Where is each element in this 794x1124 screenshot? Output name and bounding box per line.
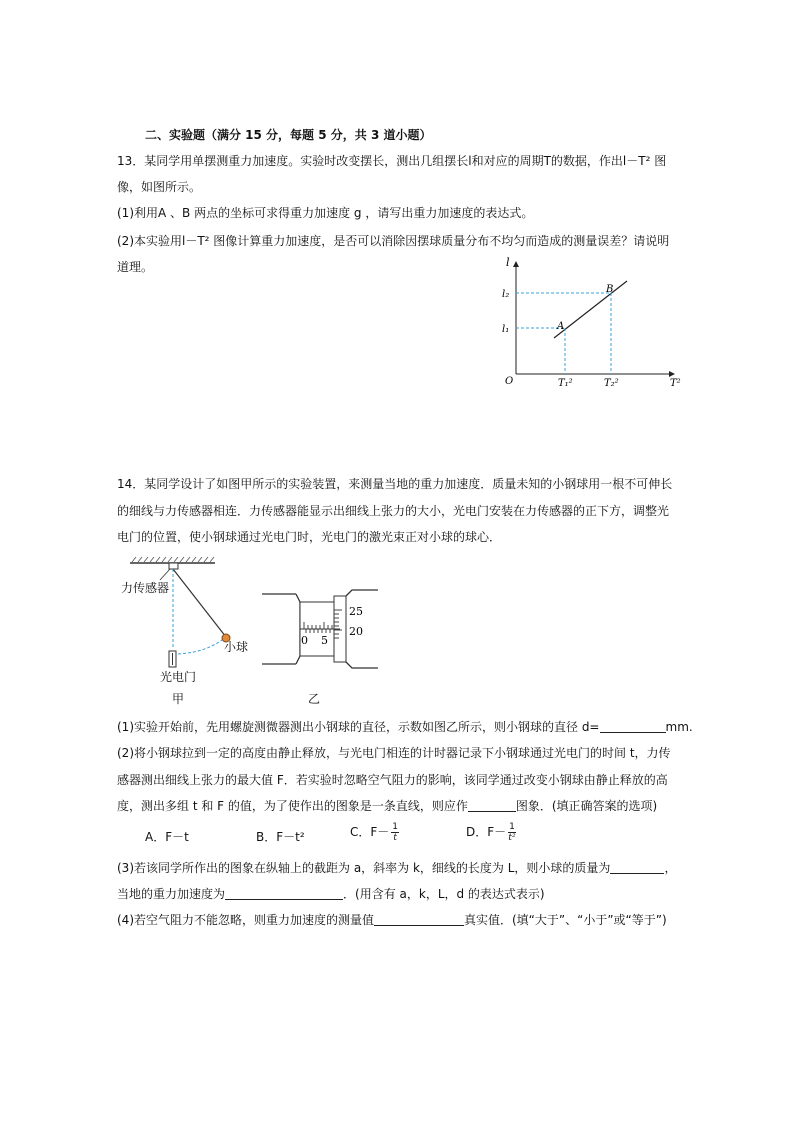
q14-part1-unit: mm. [665,720,693,734]
option-c-text: C．F－ [350,825,390,839]
q14-part1 [117,719,693,735]
scale-25: 25 [349,605,363,618]
force-sensor [169,563,178,569]
q14-part3-text: (3)若该同学所作出的图象在纵轴上的截距为 a，斜率为 k，细线的长度为 L，则小球的质量为 [117,861,611,875]
graph-point-a: A [557,321,565,332]
q14-part2-text: 度，测出多组 t 和 F 的值，为了使作出的图象是一条直线，则应作 [117,799,468,813]
answer-blank-diameter[interactable] [600,720,666,733]
caption-yi: 乙 [308,692,321,706]
graph-x-label: T² [670,378,681,389]
answer-blank-graph-choice[interactable] [468,799,516,812]
graph-l1-label: l₁ [502,324,510,335]
q14-part4-text: (4)若空气阻力不能忽略，则重力加速度的测量值 [117,913,374,927]
ceiling-hatch [132,557,214,562]
label-photogate: 光电门 [160,670,197,684]
scale-20: 20 [349,625,363,638]
scale-0: 0 [301,634,308,647]
q13-graph [496,254,686,390]
option-d[interactable] [466,822,516,843]
q13-part2-line2: 道理。 [117,260,154,274]
option-c-fraction: $\frac{1}{t}$ [392,822,399,843]
option-d-fraction: $\frac{1}{\text{t²}}$ [508,822,516,843]
q14-part1-text: (1)实验开始前，先用螺旋测微器测出小钢球的直径，示数如图乙所示，则小钢球的直径 d= [117,720,600,734]
graph-t2-label: T₂² [604,378,619,389]
graph-l2-label: l₂ [502,289,510,300]
q14-part2-line3 [117,798,657,814]
q14-stem-line1: 14．某同学设计了如图甲所示的实验装置，来测量当地的重力加速度．质量未知的小钢球用一根不可伸长 [117,477,673,491]
label-ball: 小球 [224,640,249,654]
q14-stem-line3: 电门的位置，使小钢球通过光电门时，光电门的激光束正对小球的球心． [117,530,502,544]
caption-jia: 甲 [172,692,185,706]
section-title: 二、实验题（满分 15 分，每题 5 分，共 3 道小题） [145,128,432,142]
q13-stem-line2: 像，如图所示。 [117,180,202,194]
graph-point-b: B [606,284,614,295]
q14-part3-text2: 当地的重力加速度为 [117,887,226,901]
option-d-text: D．F－ [466,825,507,839]
q14-part2-line2: 感器测出细线上张力的最大值 F．若实验时忽略空气阻力的影响，该同学通过改变小钢球由静止释放的高 [117,773,668,787]
graph-origin-label: O [505,376,514,387]
q14-part2-line1: (2)将小钢球拉到一定的高度由静止释放，与光电门相连的计时器记录下小钢球通过光电门的时间 t，力传 [117,746,671,760]
answer-blank-gravity[interactable] [225,887,343,900]
q13-part1: (1)利用A 、B 两点的坐标可求得重力加速度 g ，请写出重力加速度的表达式。 [117,206,534,220]
option-a[interactable]: A．F－t [145,830,189,844]
q13-part2-line1: (2)本实验用l－T² 图像计算重力加速度，是否可以消除因摆球质量分布不均匀而造成的测量误差？请说明 [117,234,670,248]
answer-blank-mass[interactable] [610,861,664,874]
q14-part3-line2 [117,886,545,902]
scale-5: 5 [321,634,328,647]
option-b[interactable]: B．F－t² [256,830,305,844]
swing-arc [173,637,226,654]
q14-part4-tail: 真实值．(填“大于”、“小于”或“等于”) [464,913,667,927]
q14-part2-tail: 图象．(填正确答案的选项) [515,799,658,813]
label-force-sensor: 力传感器 [121,581,170,595]
fig-yi-micrometer [260,586,380,672]
option-c[interactable] [350,822,399,843]
graph-y-label: l [506,256,510,269]
q14-part3-line1 [117,860,676,876]
q14-part3-comma: ， [664,861,677,875]
q14-stem-line2: 的细线与力传感器相连．力传感器能显示出细线上张力的大小，光电门安装在力传感器的正下方，调整光 [117,504,670,518]
q13-stem-line1: 13．某同学用单摆测重力加速度。实验时改变摆长，测出几组摆长l和对应的周期T的数据，作出l－T² 图 [117,154,667,168]
graph-t1-label: T₁² [558,378,573,389]
fig-jia-pendulum [120,556,260,676]
q14-part3-tail: ．(用含有 a，k，L，d 的表达式表示) [343,887,545,901]
answer-blank-compare[interactable] [374,913,464,926]
string [173,569,226,637]
q14-part4 [117,912,667,928]
